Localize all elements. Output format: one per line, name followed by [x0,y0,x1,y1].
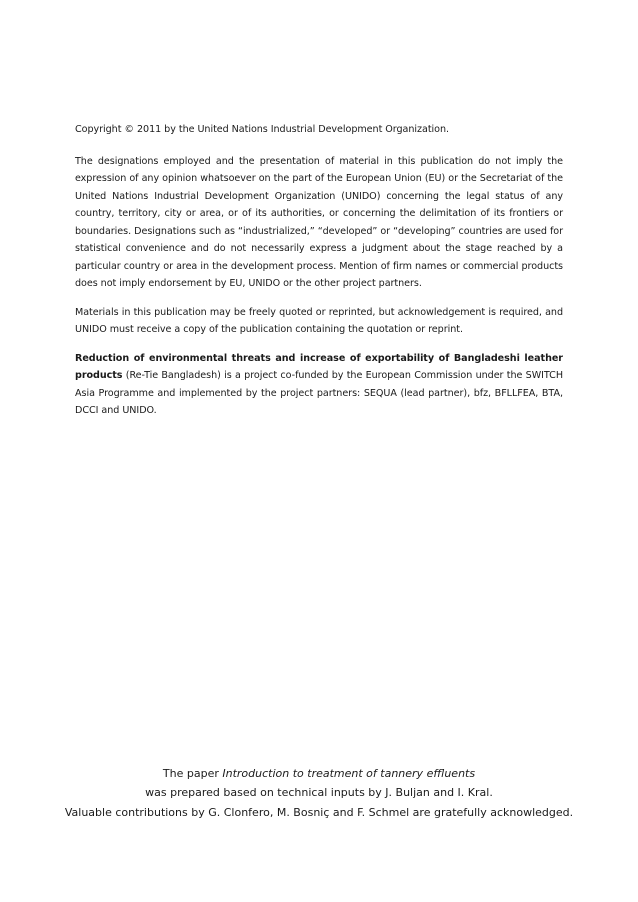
credits-line-3: Valuable contributions by G. Clonfero, M. Bosniç and F. Schmel are gratefully acknowledged. [64,805,574,819]
copyright-notice: Copyright © 2011 by the United Nations Industrial Development Organization. [75,124,450,135]
project-title: Reduction of environmental threats and increase of exportability of Bangladeshi leather products [75,352,563,381]
legal-notice-block [75,121,563,420]
project-description: (Re-Tie Bangladesh) is a project co-funded by the European Commission under the SWITCH Asia Programme and implemented by the project partners: SEQUA (lead partner), bfz, BFLLFEA, BTA, DCCI and UNIDO. [75,370,563,416]
reprint-notice-paragraph: Materials in this publication may be freely quoted or reprinted, but acknowledgement is required, and UNIDO must receive a copy of the publication containing the quotation or reprint. [75,306,563,335]
credits-block [60,764,578,822]
credits-line-1 [60,764,578,783]
credits-prefix: The paper [162,767,223,780]
credits-line-2: was prepared based on technical inputs by J. Buljan and I. Kral. [145,786,493,800]
disclaimer-paragraph: The designations employed and the presentation of material in this publication do not imply the expression of any opinion whatsoever on the part of the European Union (EU) or the Secretariat of the United Nations Industrial Development Organization (UNIDO) concerning the legal status of any country, territory, city or area, or of its authorities, or concerning the delimitation of its frontiers or boundaries. Designations such as “industrialized,” “developed” or “developing” countries are used for statistical convenience and do not necessarily express a judgment about the stage reached by a particular country or area in the development process. Mention of firm names or commercial products does not imply endorsement by EU, UNIDO or the other project partners. [75,155,563,289]
project-paragraph [75,350,563,420]
paper-title: Introduction to treatment of tannery effluents [222,767,476,780]
